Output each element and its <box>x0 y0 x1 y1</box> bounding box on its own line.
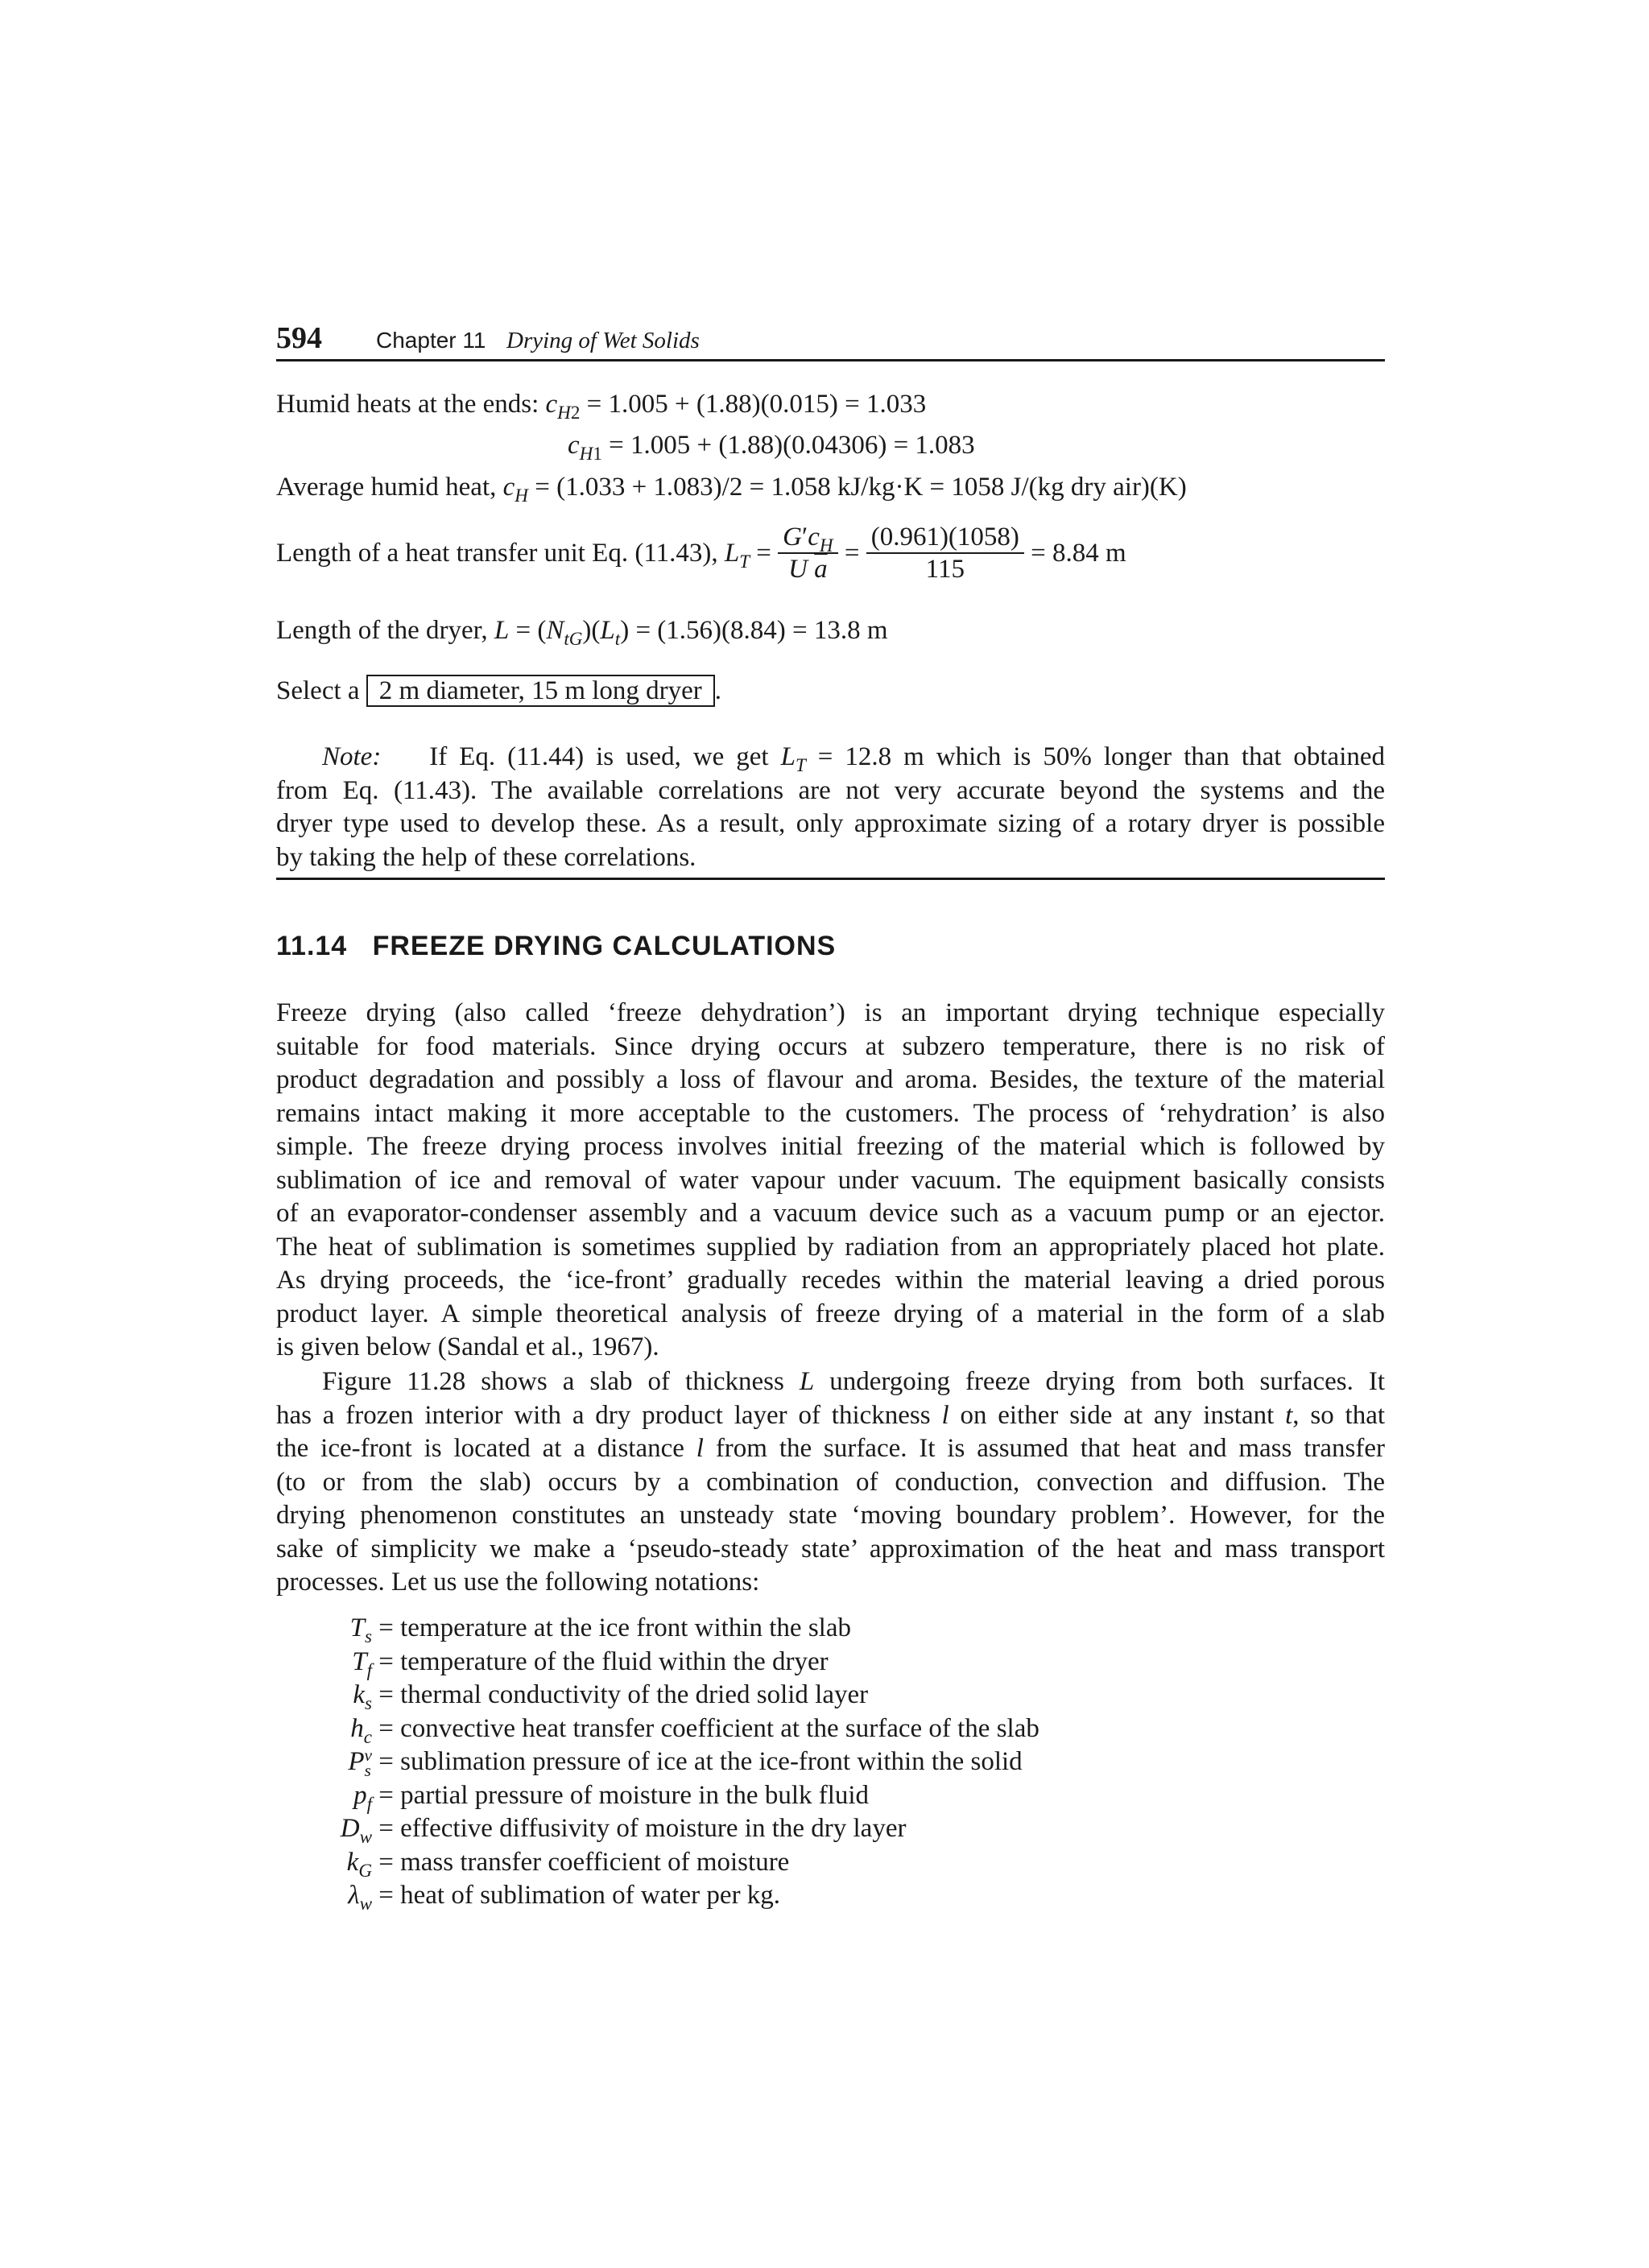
chapter-title: Drying of Wet Solids <box>506 328 700 353</box>
notation-dw: $D_w$ = effective diffusivity of moisture in the dry layer <box>340 1814 907 1848</box>
notation-lambda: $\lambda_w$ = heat of sublimation of water per kg. <box>348 1881 781 1915</box>
notation-psv: Pv s = sublimation pressure of ice at the ice-front within the solid <box>348 1745 1023 1781</box>
dryer-selection-line: Select a 2 m diameter, 15 m long dryer . <box>276 676 722 705</box>
selected-dryer-box: 2 m diameter, 15 m long dryer <box>366 675 715 707</box>
freeze-drying-paragraph-1: Freeze drying (also called ‘freeze dehydration’) is an important drying technique especially suitable for food materials. Since drying occurs at subzero temperature, there is no risk of product degradation and possibly a loss of flavour and aroma. Besides, the texture of the material remains intact making it more acceptable to the customers. The process of ‘rehydration’ is also simple. The freeze drying process involves initial freezing of the material which is followed by sublimation of ice and removal of water vapour under vacuum. The equipment basically consists of an evaporator-condenser assembly and a vacuum device such as a vacuum pump or an ejector. The heat of sublimation is sometimes supplied by radiation from an appropriately placed hot plate. As drying proceeds, the ‘ice-front’ gradually recedes within the material leaving a dried porous product layer. A simple theoretical analysis of freeze drying of a material in the form of a slab is given below (Sandal et al., 1967). <box>276 998 1385 1361</box>
note-label: Note: <box>322 742 382 771</box>
running-header <box>276 320 1385 357</box>
htu-numeric-fraction: $\frac{(0.961)(1058)}{115}$ <box>866 522 1024 585</box>
average-humid-heat-line: Average humid heat, $c_H = (1.033 + 1.083)/2 = 1.058$ kJ/kg·K = 1058 J/(kg dry air)(K) <box>276 473 1187 506</box>
section-heading <box>276 931 836 962</box>
notation-tf: $T_f$ = temperature of the fluid within the dryer <box>352 1646 829 1680</box>
notation-ts: $T_s$ = temperature at the ice front within the slab <box>349 1613 851 1647</box>
dryer-length-line: Length of the dryer, $L = (N_{tG})(L_t) = (1.56)(8.84) = 13.8$ m <box>276 616 888 650</box>
freeze-drying-paragraph-2: Figure 11.28 shows a slab of thickness L undergoing freeze drying from both surfaces. It has a frozen interior with a dry product layer of thickness l on either side at any instant t, so that the ice-front is located at a distance l from the surface. It is assumed that heat and mass transfer (to or from the slab) occurs by a combination of conduction, convection and diffusion. The drying phenomenon constitutes an unsteady state ‘moving boundary problem’. However, for the sake of simplicity we make a ‘pseudo-steady state’ approximation of the heat and mass transport processes. Let us use the following notations: <box>276 1367 1386 1597</box>
notation-ks: $k_s$ = thermal conductivity of the dried solid layer <box>353 1680 869 1714</box>
notation-pf: $p_f$ = partial pressure of moisture in the bulk fluid <box>353 1780 870 1814</box>
notation-hc: $h_c$ = convective heat transfer coefficient at the surface of the slab <box>350 1713 1039 1747</box>
section-title: FREEZE DRYING CALCULATIONS <box>372 931 837 961</box>
page-number: 594 <box>276 321 322 355</box>
humid-heat-line-2: $c_{H1} = 1.005 + (1.88)(0.04306) = 1.083$ <box>568 431 975 465</box>
note-rule <box>276 878 1385 880</box>
header-rule <box>276 359 1385 361</box>
notation-list <box>322 1612 1039 1913</box>
humid-heat-line-1: Humid heats at the ends: $c_{H2} = 1.005 + (1.88)(0.015) = 1.033$ <box>276 390 927 423</box>
htu-equation: Length of a heat transfer unit Eq. (11.43), $L_T$ = $\frac{G'c_H}{U \overline{a}}$ = $\frac{(0.961)(1058)}{115}$ = 8.84 m <box>276 523 1126 584</box>
section-number: 11.14 <box>276 931 348 961</box>
chapter-label: Chapter 11 <box>376 328 486 353</box>
htu-symbolic-fraction: $\frac{G'c_H}{U \overline{a}}$ <box>778 522 837 585</box>
note-paragraph: Note: If Eq. (11.44) is used, we get $L_T = 12.8$ m which is 50% longer than that obtained from Eq. (11.43). The available correlations are not very accurate beyond the systems and the dryer type used to develop these. As a result, only approximate sizing of a rotary dryer is possible by taking the help of these correlations. <box>276 742 1386 872</box>
notation-kg: $k_G$ = mass transfer coefficient of moisture <box>346 1847 790 1881</box>
